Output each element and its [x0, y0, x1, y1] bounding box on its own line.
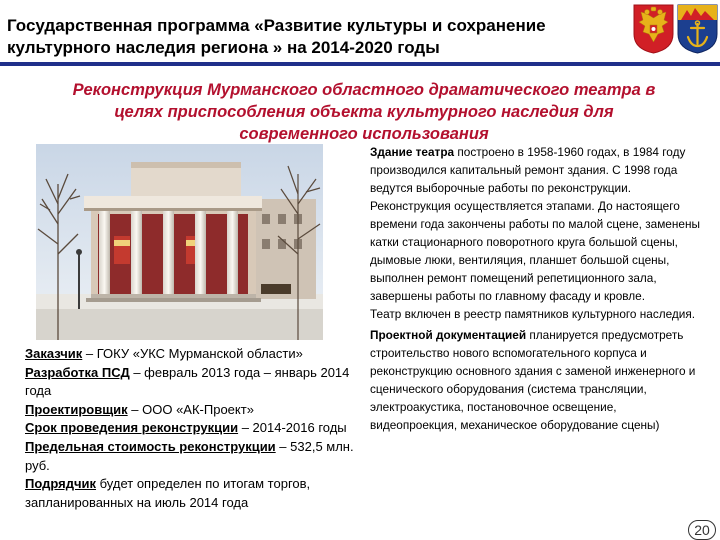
customer-row: [25, 345, 365, 364]
designer-row: [25, 401, 365, 420]
building-text: построено в 1958-1960 годах, в 1984 году производился капитальный ремонт здания. С 1998 года ведутся выборочные работы по реконструкции. Реконструкция осуществляется этапами. До настоящего времени года закончены работы по малой сцене, заменены катки стационарного поворотного круга большой сцены, дымовые люки, вентиляция, планшет большой сцены, выполнен ремонт помещений репетиционного зала, завершены работы по главному фасаду и кровле.: [370, 145, 700, 303]
page-number: 20: [688, 520, 716, 540]
psd-value: – февраль 2013 года – январь 2014 года: [25, 364, 350, 399]
designer-label: Проектировщик: [25, 401, 128, 417]
plan-paragraph: [370, 326, 700, 434]
customer-label: Заказчик: [25, 346, 83, 361]
subtitle-line2: целях приспособления объекта культурного наследия для: [114, 103, 614, 121]
theatre-description: [370, 143, 700, 434]
subtitle-line3: современного использования: [239, 125, 489, 143]
plan-text: планируется предусмотреть строительство нового вспомогательного корпуса и реконструкцию основного здания с заменой инженерного и сценического оборудования (система трансляции, электроакустика, постановочное освещение, видеопроекция, механическое оборудование сцены): [370, 328, 696, 432]
term-label: Срок проведения реконструкции: [25, 420, 239, 436]
theatre-photo: [36, 144, 323, 340]
cost-label: Предельная стоимость реконструкции: [25, 438, 276, 454]
contractor-row: [25, 475, 365, 512]
subtitle-line1: Реконструкция Мурманского областного драматического театра в: [72, 81, 656, 99]
slide-subtitle: [24, 79, 704, 145]
registry-paragraph: Театр включен в реестр памятников культурного наследия.: [370, 307, 696, 321]
header-title: [7, 15, 607, 59]
contractor-value: будет определен по итогам торгов, запланированных на июль 2014 года: [25, 476, 311, 510]
designer-value: – ООО «АК-Проект»: [127, 401, 254, 417]
cost-value: – 532,5 млн. руб.: [25, 438, 354, 473]
header-divider: [0, 62, 720, 66]
header-title-line2: культурного наследия региона » на 2014-2020 годы: [7, 38, 440, 57]
customer-value: – ГОКУ «УКС Мурманской области»: [82, 346, 303, 361]
russia-coat-of-arms-icon: [633, 4, 674, 54]
psd-label: Разработка ПСД: [25, 364, 130, 380]
header-title-line1: Государственная программа «Развитие культуры и сохранение: [7, 16, 546, 35]
cost-row: [25, 438, 365, 475]
term-row: [25, 419, 365, 438]
contractor-label: Подрядчик: [25, 476, 97, 492]
murmansk-region-coat-of-arms-icon: [677, 4, 718, 54]
building-paragraph: [370, 143, 700, 305]
psd-row: [25, 364, 365, 401]
plan-label: Проектной документацией: [370, 328, 527, 342]
project-details: [25, 345, 365, 512]
term-value: – 2014-2016 годы: [238, 420, 347, 436]
building-label: Здание театра: [370, 145, 455, 159]
